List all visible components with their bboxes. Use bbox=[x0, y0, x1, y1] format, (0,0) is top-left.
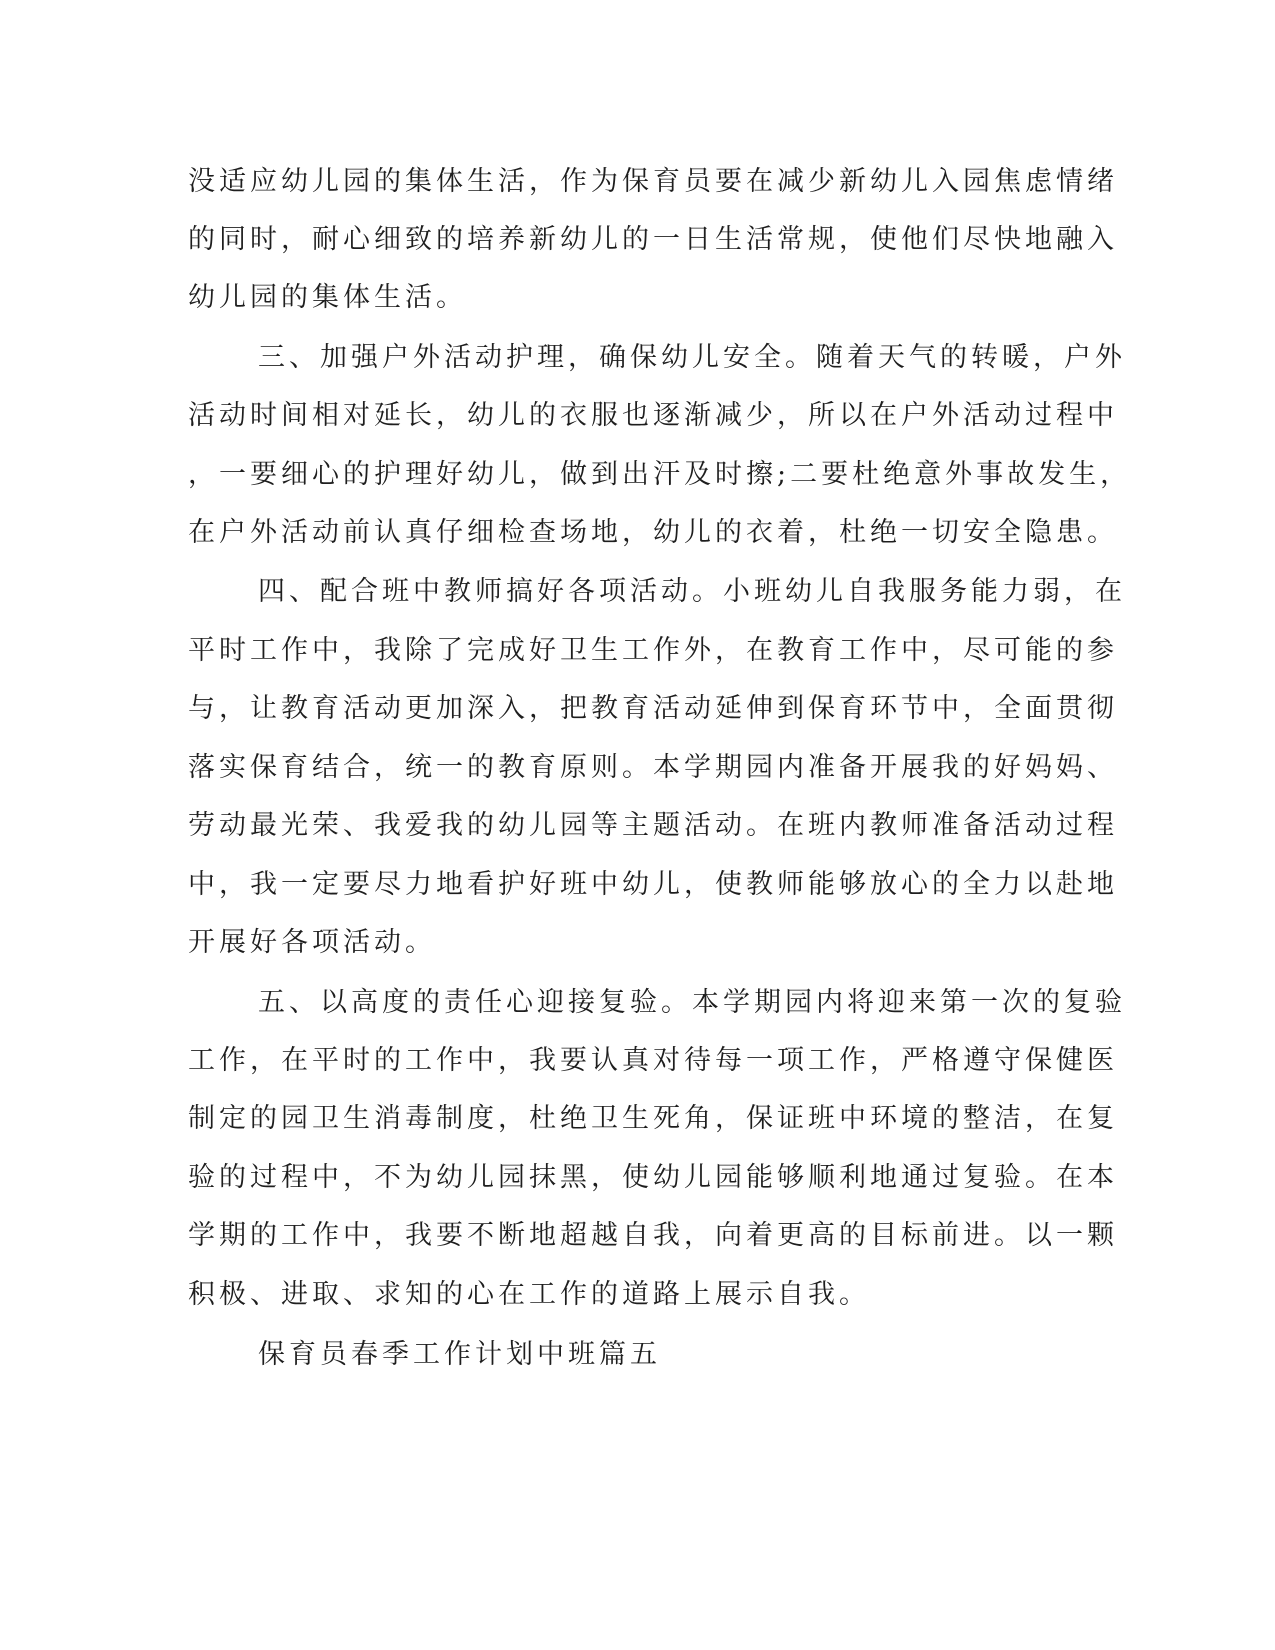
text-line: 积极、进取、求知的心在工作的道路上展示自我。 bbox=[188, 1279, 870, 1310]
text-line: 劳动最光荣、我爱我的幼儿园等主题活动。在班内教师准备活动过程 bbox=[188, 810, 1118, 841]
text-line: 幼儿园的集体生活。 bbox=[188, 282, 467, 313]
text-line: 工作，在平时的工作中，我要认真对待每一项工作，严格遵守保健医 bbox=[188, 1045, 1118, 1076]
text-line: 中，我一定要尽力地看护好班中幼儿，使教师能够放心的全力以赴地 bbox=[188, 869, 1118, 900]
text-line: 没适应幼儿园的集体生活，作为保育员要在减少新幼儿入园焦虑情绪 bbox=[188, 166, 1118, 197]
text-line: 与，让教育活动更加深入，把教育活动延伸到保育环节中，全面贯彻 bbox=[188, 693, 1118, 724]
text-line: 学期的工作中，我要不断地超越自我，向着更高的目标前进。以一颗 bbox=[188, 1220, 1118, 1251]
text-line: 在户外活动前认真仔细检查场地，幼儿的衣着，杜绝一切安全隐患。 bbox=[188, 517, 1118, 548]
text-line: 活动时间相对延长，幼儿的衣服也逐渐减少，所以在户外活动过程中 bbox=[188, 400, 1118, 431]
paragraph-start-line: 四、配合班中教师搞好各项活动。小班幼儿自我服务能力弱，在 bbox=[258, 576, 1126, 607]
text-line: 落实保育结合，统一的教育原则。本学期园内准备开展我的好妈妈、 bbox=[188, 752, 1118, 783]
text-line: 开展好各项活动。 bbox=[188, 927, 436, 958]
text-line: ，一要细心的护理好幼儿，做到出汗及时擦;二要杜绝意外事故发生， bbox=[188, 459, 1132, 490]
paragraph-start-line: 五、以高度的责任心迎接复验。本学期园内将迎来第一次的复验 bbox=[258, 987, 1126, 1018]
text-line: 制定的园卫生消毒制度，杜绝卫生死角，保证班中环境的整洁，在复 bbox=[188, 1103, 1118, 1134]
paragraph-start-line: 三、加强户外活动护理，确保幼儿安全。随着天气的转暖，户外 bbox=[258, 342, 1126, 373]
text-line: 平时工作中，我除了完成好卫生工作外，在教育工作中，尽可能的参 bbox=[188, 635, 1118, 666]
text-line: 的同时，耐心细致的培养新幼儿的一日生活常规，使他们尽快地融入 bbox=[188, 224, 1118, 255]
text-line: 验的过程中，不为幼儿园抹黑，使幼儿园能够顺利地通过复验。在本 bbox=[188, 1162, 1118, 1193]
section-heading: 保育员春季工作计划中班篇五 bbox=[258, 1339, 661, 1370]
